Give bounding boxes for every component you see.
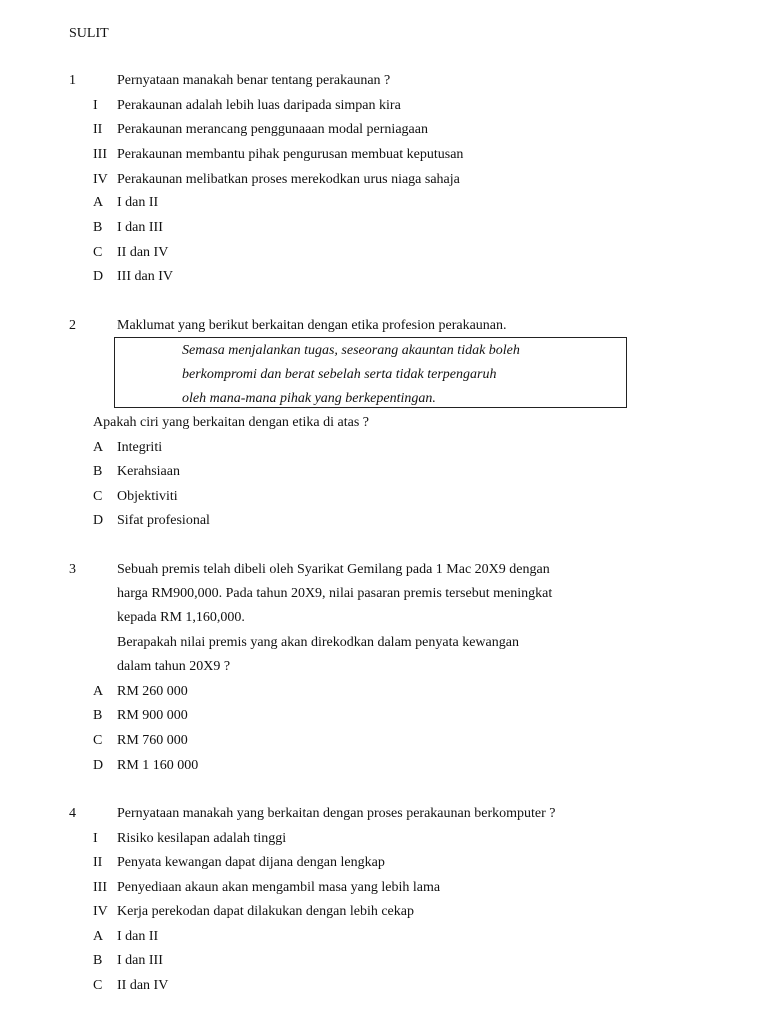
option-text: III dan IV [117,269,173,284]
statement-text: Perakaunan merancang penggunaaan modal perniagaan [117,122,428,137]
statement-roman: III [93,880,107,895]
statement-text: Perakaunan melibatkan proses merekodkan urus niaga sahaja [117,172,460,187]
option-letter: A [93,440,104,455]
option-letter: B [93,708,103,723]
question-stem: kepada RM 1,160,000. [117,610,245,625]
question-stem: Pernyataan manakah yang berkaitan dengan proses perakaunan berkomputer ? [117,806,556,821]
statement-text: Risiko kesilapan adalah tinggi [117,831,287,846]
option-letter: B [93,464,103,479]
question-number: 1 [69,73,76,88]
statement-roman: IV [93,172,108,187]
question-stem: dalam tahun 20X9 ? [117,659,231,674]
quote-line: berkompromi dan berat sebelah serta tidak terpengaruh [182,367,497,382]
option-text: I dan III [117,220,163,235]
option-letter: C [93,489,103,504]
statement-roman: I [93,831,98,846]
question-stem: harga RM900,000. Pada tahun 20X9, nilai pasaran premis tersebut meningkat [117,586,553,601]
statement-roman: II [93,855,103,870]
option-text: II dan IV [117,245,169,260]
question-stem: Sebuah premis telah dibeli oleh Syarikat Gemilang pada 1 Mac 20X9 dengan [117,562,550,577]
statement-text: Kerja perekodan dapat dilakukan dengan lebih cekap [117,904,414,919]
statement-text: Penyata kewangan dapat dijana dengan lengkap [117,855,385,870]
question-stem: Berapakah nilai premis yang akan direkodkan dalam penyata kewangan [117,635,519,650]
statement-text: Perakaunan membantu pihak pengurusan membuat keputusan [117,147,464,162]
option-text: RM 900 000 [117,708,188,723]
option-letter: C [93,733,103,748]
statement-roman: IV [93,904,108,919]
statement-text: Penyediaan akaun akan mengambil masa yang lebih lama [117,880,441,895]
option-text: II dan IV [117,978,169,993]
statement-roman: III [93,147,107,162]
option-text: Objektiviti [117,489,178,504]
option-text: Kerahsiaan [117,464,180,479]
question-number: 2 [69,318,76,333]
option-text: RM 760 000 [117,733,188,748]
statement-roman: I [93,98,98,113]
option-text: RM 1 160 000 [117,758,199,773]
statement-roman: II [93,122,103,137]
option-letter: C [93,245,103,260]
option-text: I dan II [117,195,159,210]
option-letter: A [93,929,104,944]
quote-box [114,337,627,408]
option-letter: B [93,953,103,968]
option-text: Integriti [117,440,163,455]
option-text: Sifat profesional [117,513,210,528]
option-letter: D [93,513,104,528]
option-letter: D [93,758,104,773]
question-stem: Maklumat yang berikut berkaitan dengan etika profesion perakaunan. [117,318,507,333]
option-text: I dan III [117,953,163,968]
statement-text: Perakaunan adalah lebih luas daripada simpan kira [117,98,401,113]
option-letter: D [93,269,104,284]
option-text: I dan II [117,929,159,944]
header-label: SULIT [69,26,109,41]
option-text: RM 260 000 [117,684,188,699]
question-number: 4 [69,806,76,821]
question-prompt: Apakah ciri yang berkaitan dengan etika di atas ? [93,415,369,430]
question-number: 3 [69,562,76,577]
option-letter: A [93,195,104,210]
option-letter: B [93,220,103,235]
quote-line: oleh mana-mana pihak yang berkepentingan. [182,391,436,406]
question-stem: Pernyataan manakah benar tentang perakaunan ? [117,73,391,88]
option-letter: A [93,684,104,699]
quote-line: Semasa menjalankan tugas, seseorang akauntan tidak boleh [182,343,520,358]
option-letter: C [93,978,103,993]
